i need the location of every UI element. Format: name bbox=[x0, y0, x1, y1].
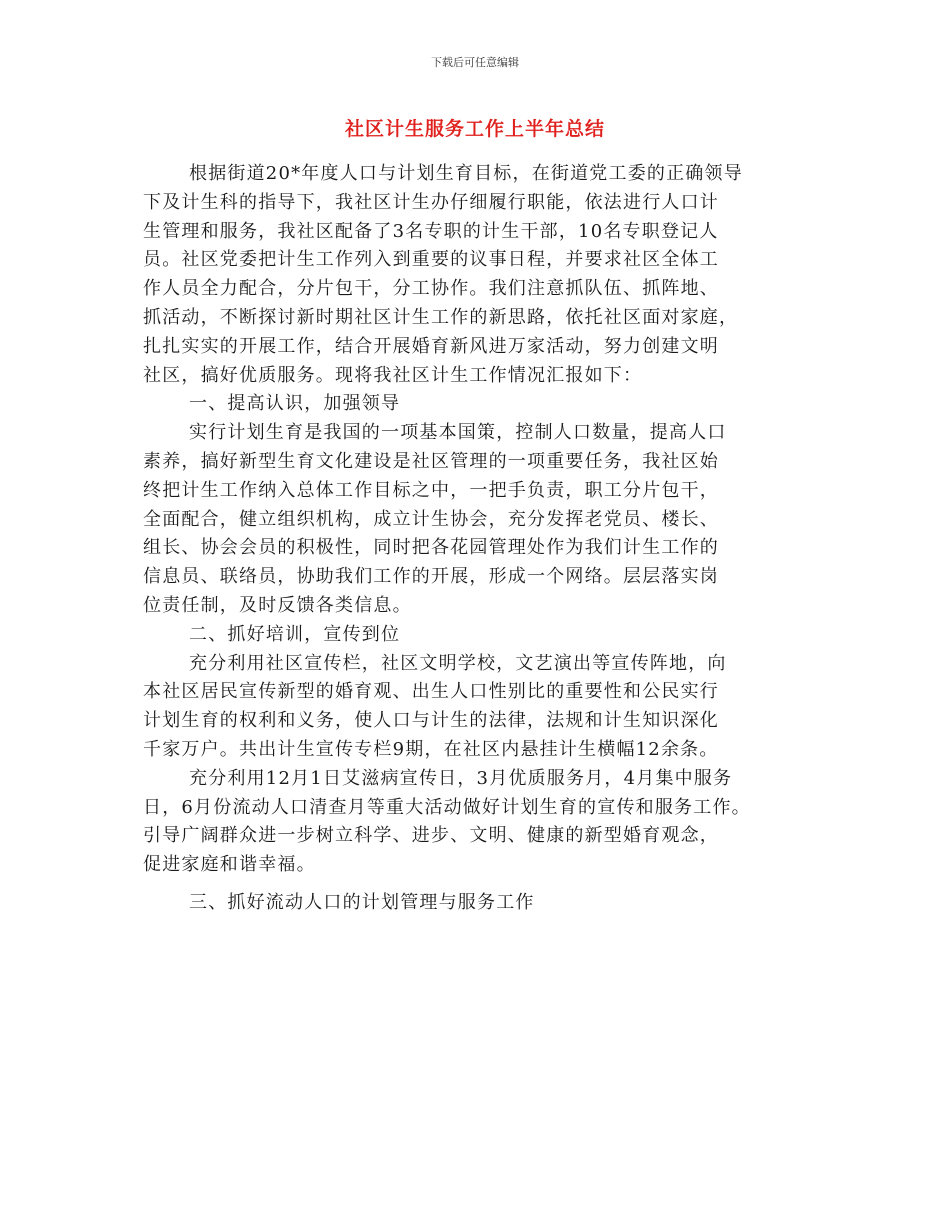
body-line: 组长、协会会员的积极性，同时把各花园管理处作为我们计生工作的 bbox=[143, 537, 719, 559]
body-line: 一、提高认识，加强领导 bbox=[189, 393, 401, 415]
body-line: 充分利用12月1日艾滋病宣传日，3月优质服务月，4月集中服务 bbox=[189, 767, 733, 789]
document-body bbox=[143, 160, 833, 918]
body-line: 充分利用社区宣传栏，社区文明学校，文艺演出等宣传阵地，向 bbox=[189, 652, 727, 674]
section-heading-3: 三、抓好流动人口的计划管理与服务工作 bbox=[189, 891, 535, 913]
body-line: 员。社区党委把计生工作列入到重要的议事日程，并要求社区全体工 bbox=[143, 249, 719, 271]
body-line: 社区，搞好优质服务。现将我社区计生工作情况汇报如下： bbox=[143, 364, 643, 386]
body-line: 作人员全力配合，分片包干，分工协作。我们注意抓队伍、抓阵地、 bbox=[143, 278, 719, 300]
body-line: 信息员、联络员，协助我们工作的开展，形成一个网络。层层落实岗 bbox=[143, 566, 719, 588]
body-line: 引导广阔群众进一步树立科学、进步、文明、健康的新型婚育观念， bbox=[143, 825, 719, 847]
body-line: 实行计划生育是我国的一项基本国策，控制人口数量，提高人口 bbox=[189, 422, 727, 444]
body-line: 生管理和服务，我社区配备了3名专职的计生干部，10名专职登记人 bbox=[143, 220, 719, 242]
body-line: 位责任制，及时反馈各类信息。 bbox=[143, 594, 412, 616]
body-line: 二、抓好培训，宣传到位 bbox=[189, 623, 401, 645]
body-line: 根据街道20*年度人口与计划生育目标，在街道党工委的正确领导 bbox=[189, 163, 743, 184]
body-line: 下及计生科的指导下，我社区计生办仔细履行职能，依法进行人口计 bbox=[143, 191, 719, 213]
body-line: 促进家庭和谐幸福。 bbox=[143, 854, 316, 876]
header-note: 下载后可任意编辑 bbox=[431, 56, 519, 69]
body-line: 扎扎实实的开展工作，结合开展婚育新风进万家活动，努力创建文明 bbox=[143, 335, 719, 357]
body-line: 计划生育的权利和义务，使人口与计生的法律，法规和计生知识深化 bbox=[143, 710, 719, 732]
body-line: 抓活动，不断探讨新时期社区计生工作的新思路，依托社区面对家庭， bbox=[143, 306, 739, 328]
body-line: 日，6月份流动人口清查月等重大活动做好计划生育的宣传和服务工作。 bbox=[143, 796, 751, 818]
body-line: 素养，搞好新型生育文化建设是社区管理的一项重要任务，我社区始 bbox=[143, 450, 719, 472]
body-line: 本社区居民宣传新型的婚育观、出生人口性别比的重要性和公民实行 bbox=[143, 681, 719, 703]
body-line: 全面配合，健立组织机构，成立计生协会，充分发挥老党员、楼长、 bbox=[143, 508, 719, 530]
section-gap bbox=[143, 880, 833, 889]
body-line: 终把计生工作纳入总体工作目标之中，一把手负责，职工分片包干， bbox=[143, 479, 719, 501]
document-title: 社区计生服务工作上半年总结 bbox=[344, 118, 605, 140]
body-line: 千家万户。共出计生宣传专栏9期，在社区内悬挂计生横幅12余条。 bbox=[143, 738, 719, 760]
